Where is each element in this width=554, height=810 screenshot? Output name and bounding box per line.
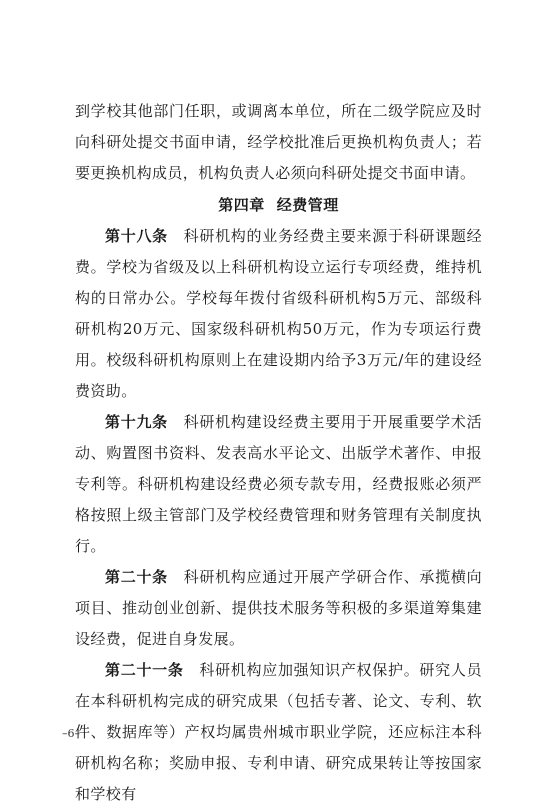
- intro-paragraph: 到学校其他部门任职，或调离本单位，所在二级学院应及时向科研处提交书面申请，经学校批准后更换机构负责人；若要更换机构成员，机构负责人必须向科研处提交书面申请。: [75, 102, 482, 182]
- chapter-title: 经费管理: [276, 196, 339, 214]
- article-20: [75, 562, 482, 655]
- article-number: 第十八条: [105, 227, 168, 245]
- article-text: 科研机构的业务经费主要来源于科研课题经费。学校为省级及以上科研机构设立运行专项经费，维持机构的日常办公。学校每年拨付省级科研机构5万元、部级科研机构20万元、国家级科研机构50万元，作为专项运行费用。校级科研机构原则上在建设期内给予3万元/年的建设经费资助。: [75, 227, 482, 400]
- article-text: 科研机构建设经费主要用于开展重要学术活动、购置图书资料、发表高水平论文、出版学术著作、申报专利等。科研机构建设经费必须专款专用，经费报账必须严格按照上级主管部门及学校经费管理和财务管理有关制度执行。: [75, 413, 482, 555]
- article-text: 科研机构应加强知识产权保护。研究人员在本科研机构完成的研究成果（包括专著、论文、专利、软件、数据库等）产权均属贵州城市职业学院，还应标注本科研机构名称；奖励申报、专利申请、研究成果转让等按国家和学校有: [75, 661, 482, 803]
- article-number: 第十九条: [105, 413, 168, 431]
- article-21: [75, 655, 482, 810]
- article-19: [75, 407, 482, 562]
- article-18: [75, 221, 482, 407]
- chapter-heading: [75, 189, 482, 221]
- page-number: –6–: [62, 727, 80, 740]
- article-number: 第二十条: [105, 568, 168, 586]
- document-body: [75, 96, 482, 810]
- article-number: 第二十一条: [105, 661, 184, 679]
- article-text: 科研机构应通过开展产学研合作、承揽横向项目、推动创业创新、提供技术服务等积极的多渠道筹集建设经费，促进自身发展。: [75, 568, 482, 648]
- chapter-number: 第四章: [218, 196, 265, 214]
